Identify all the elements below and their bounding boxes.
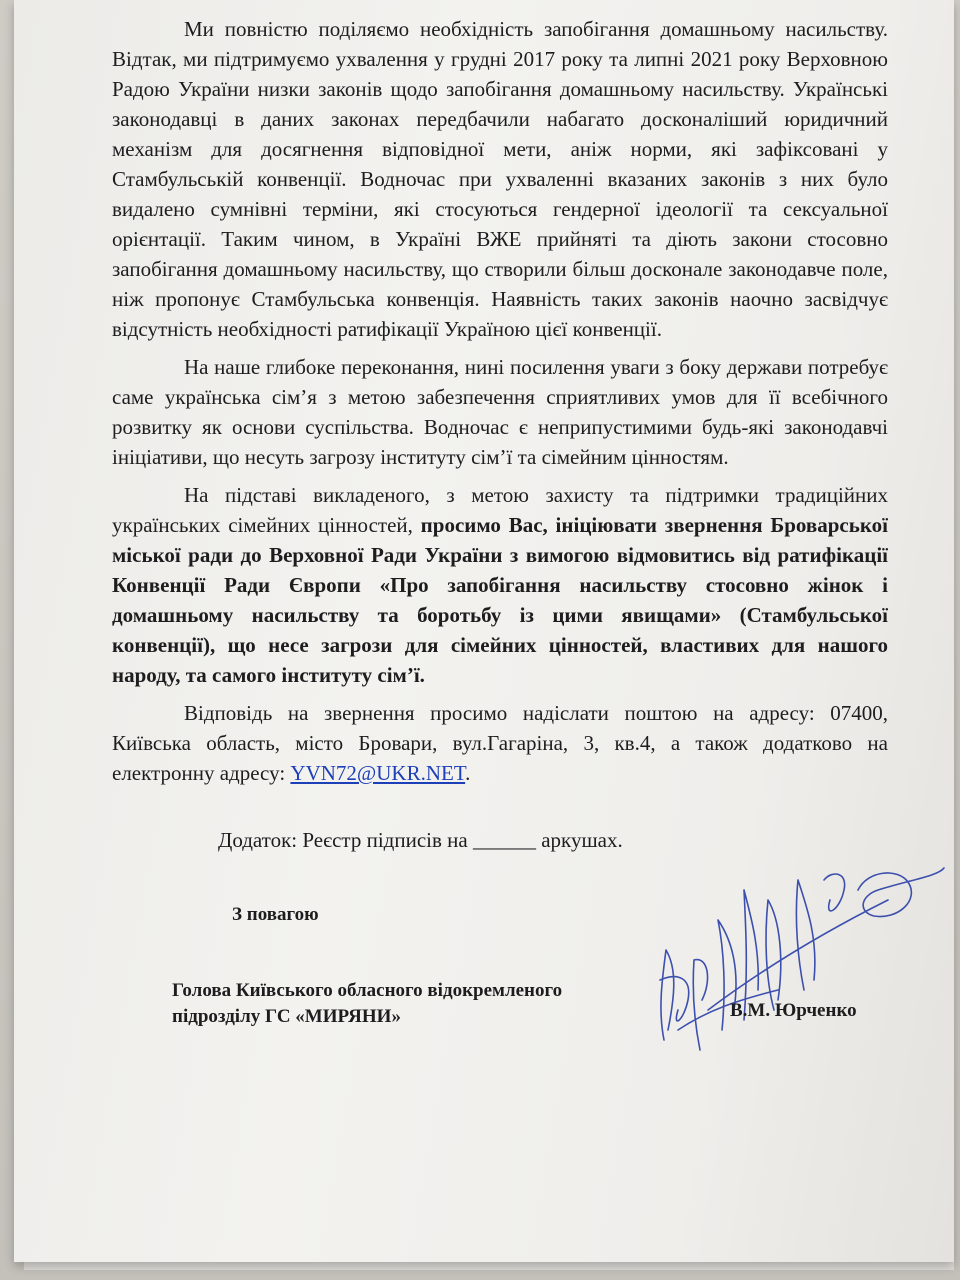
paragraph-request	[112, 480, 888, 690]
paragraph-reply-address	[112, 698, 888, 788]
email-link[interactable]: YVN72@UKR.NET	[290, 761, 466, 785]
addendum-line: Додаток: Реєстр підписів на ______ аркушах.	[218, 828, 623, 852]
reply-address-text: Відповідь на звернення просимо надіслати поштою на адресу: 07400, Київська область, місто Бровари, вул.Гагаріна, 3, кв.4, а також додатково на електронну адресу:	[112, 701, 888, 785]
paragraph-family-support: На наше глибоке переконання, нині посилення уваги з боку держави потребує саме українська сім’я з метою забезпечення сприятливих умов для її всебічного розвитку як основи суспільства. Водночас є неприпустимими будь-які законодавчі ініціативи, що несуть загрозу інституту сім’ї та сімейним цінностям.	[112, 355, 888, 469]
paragraph-support-laws: Ми повністю поділяємо необхідність запобігання домашньому насильству. Відтак, ми підтримуємо ухвалення у грудні 2017 року та липні 2021 року Верховною Радою України низки законів щодо запобігання домашньому насильству. Українські законодавці в даних законах передбачили набагато досконаліший юридичний механізм для досягнення відповідної мети, аніж норми, які зафіксовані у Стамбульській конвенції. Водночас при ухваленні вказаних законів з них було видалено сумнівні терміни, які стосуються гендерної ідеології та сексуальної орієнтації. Таким чином, в Україні ВЖЕ прийняті та діють закони стосовно запобігання домашньому насильству, що створили більш досконале законодавче поле, ніж пропонує Стамбульська конвенція. Наявність таких законів наочно засвідчує відсутність необхідності ратифікації Україною цієї конвенції.	[112, 17, 888, 341]
signatory-name: В.М. Юрченко	[730, 1000, 857, 1021]
reply-address-tail: .	[465, 761, 471, 785]
request-lead-text: На підставі викладеного, з метою захисту та підтримки традиційних українських сімейних цінностей,	[112, 483, 888, 537]
request-bold-text: просимо Вас, ініціювати звернення Броварської міської ради до Верховної Ради України з вимогою відмовитись від ратифікації Конвенції Ради Європи «Про запобігання насильству стосовно жінок і домашньому насильству та боротьбу із цими явищами» (Стамбульської конвенції), що несе загрози для сімейних цінностей, властивих для нашого народу, та самого інституту сім’ї.	[112, 513, 889, 687]
handwritten-signature	[648, 860, 948, 1060]
letter-body	[112, 14, 888, 788]
closing-regards: З повагою	[232, 904, 319, 925]
signatory-position: Голова Київського обласного відокремленого підрозділу ГС «МИРЯНИ»	[172, 980, 563, 1027]
